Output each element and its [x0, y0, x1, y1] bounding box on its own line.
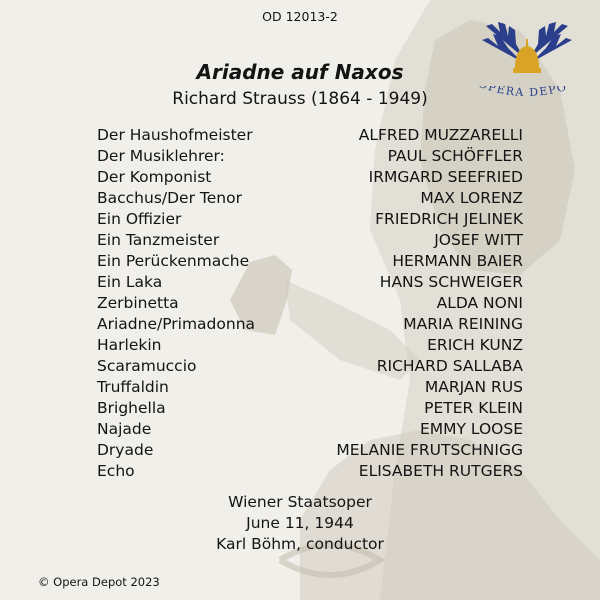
performer-name: IRMGARD SEEFRIED	[368, 168, 523, 186]
cast-row	[97, 440, 523, 461]
venue: Wiener Staatsoper	[228, 493, 372, 511]
performer-name: MAX LORENZ	[420, 189, 523, 207]
cast-row	[97, 293, 523, 314]
performer-name: PETER KLEIN	[424, 399, 523, 417]
role-name: Ein Laka	[97, 273, 163, 291]
cast-row	[97, 188, 523, 209]
performer-name: MARIA REINING	[403, 315, 523, 333]
cast-row	[97, 251, 523, 272]
performance-date: June 11, 1944	[246, 514, 354, 532]
cast-row	[97, 167, 523, 188]
cast-row	[97, 125, 523, 146]
role-name: Ein Offizier	[97, 210, 182, 228]
cast-row	[97, 356, 523, 377]
performer-name: ALDA NONI	[436, 294, 523, 312]
cast-row	[97, 461, 523, 482]
performer-name: JOSEF WITT	[434, 231, 523, 249]
role-name: Ein Perückenmache	[97, 252, 250, 270]
cast-row	[97, 419, 523, 440]
cast-row	[97, 146, 523, 167]
performer-name: PAUL SCHÖFFLER	[387, 147, 523, 165]
performer-name: ELISABETH RUTGERS	[358, 462, 523, 480]
composer-line: Richard Strauss (1864 - 1949)	[172, 89, 428, 109]
cast-row	[97, 398, 523, 419]
role-name: Der Komponist	[97, 168, 212, 186]
performer-name: ERICH KUNZ	[427, 336, 523, 354]
role-name: Ein Tanzmeister	[97, 231, 220, 249]
cast-row	[97, 335, 523, 356]
role-name: Bacchus/Der Tenor	[97, 189, 242, 207]
role-name: Najade	[97, 420, 152, 438]
cast-row	[97, 209, 523, 230]
performer-name: RICHARD SALLABA	[376, 357, 523, 375]
catalog-number: OD 12013-2	[262, 9, 338, 24]
role-name: Brighella	[97, 399, 166, 417]
role-name: Scaramuccio	[97, 357, 197, 375]
copyright-notice: © Opera Depot 2023	[38, 575, 160, 589]
cast-row	[97, 230, 523, 251]
role-name: Truffaldin	[97, 378, 169, 396]
performer-name: HANS SCHWEIGER	[379, 273, 523, 291]
cast-row	[97, 377, 523, 398]
role-name: Der Musiklehrer:	[97, 147, 225, 165]
role-name: Dryade	[97, 441, 154, 459]
role-name: Echo	[97, 462, 135, 480]
conductor: Karl Böhm, conductor	[216, 535, 384, 553]
cast-row	[97, 314, 523, 335]
performance-details	[0, 492, 600, 555]
role-name: Ariadne/Primadonna	[97, 315, 256, 333]
cast-row	[97, 272, 523, 293]
opera-depot-logo	[478, 18, 576, 98]
performer-name: HERMANN BAIER	[392, 252, 523, 270]
opera-title: Ariadne auf Naxos	[196, 60, 404, 84]
role-name: Zerbinetta	[97, 294, 179, 312]
performer-name: EMMY LOOSE	[419, 420, 523, 438]
performer-name: FRIEDRICH JELINEK	[375, 210, 523, 228]
role-name: Der Haushofmeister	[97, 126, 253, 144]
svg-text:OPERA DEPOT: PERA DEPO	[486, 86, 569, 100]
performer-name: ALFRED MUZZARELLI	[358, 126, 523, 144]
cast-list	[97, 125, 523, 482]
role-name: Harlekin	[97, 336, 162, 354]
performer-name: MELANIE FRUTSCHNIGG	[336, 441, 523, 459]
performer-name: MARJAN RUS	[424, 378, 523, 396]
